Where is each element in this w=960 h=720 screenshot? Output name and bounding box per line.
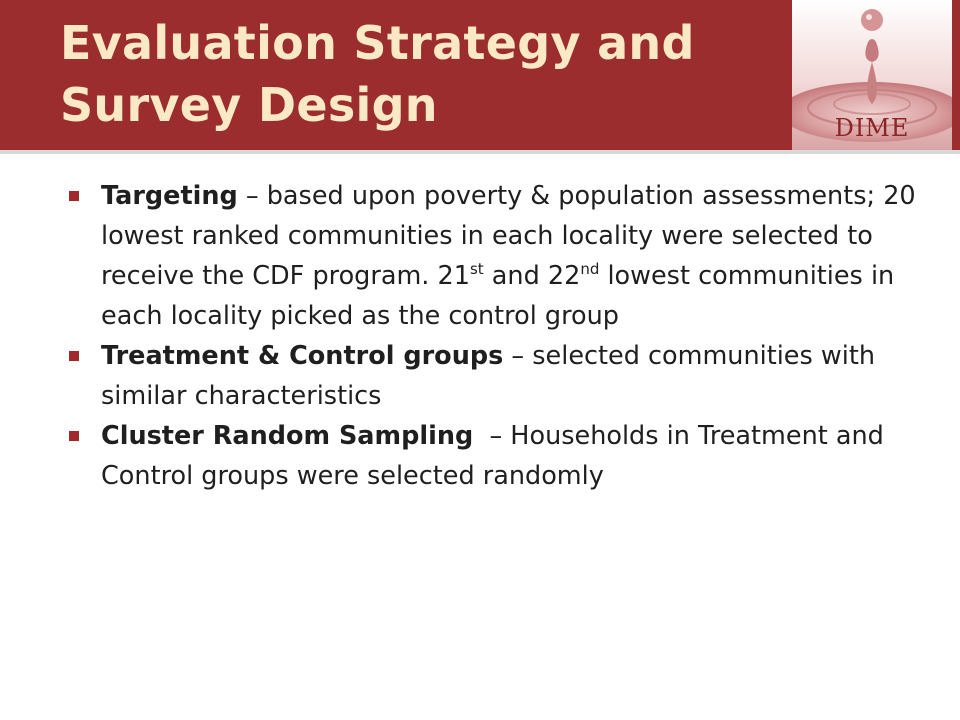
square-bullet-icon bbox=[69, 431, 79, 441]
bullet-list bbox=[66, 176, 926, 496]
dime-logo bbox=[792, 0, 952, 150]
bullet-lead: Treatment & Control groups bbox=[101, 341, 504, 371]
slide-title-line-2: Survey Design bbox=[60, 78, 438, 132]
square-bullet-icon bbox=[69, 351, 79, 361]
ordinal-suffix: nd bbox=[580, 260, 600, 278]
slide-title bbox=[60, 12, 780, 136]
bullet-text: – Households in Treatment and Control groups were selected randomly bbox=[101, 421, 892, 491]
bullet-item-targeting bbox=[66, 176, 926, 336]
bullet-text: – based upon poverty & population assessments; 20 lowest ranked communities in each locality were selected to receive the CDF program. 21 bbox=[101, 181, 916, 291]
title-divider bbox=[0, 150, 960, 154]
bullet-text: lowest communities in each locality picked as the control group bbox=[101, 261, 895, 331]
bullet-lead: Cluster Random Sampling bbox=[101, 421, 474, 451]
logo-text: DIME bbox=[834, 114, 910, 142]
bullet-item-cluster-sampling bbox=[66, 416, 926, 496]
square-bullet-icon bbox=[69, 191, 79, 201]
bullet-item-treatment-control bbox=[66, 336, 926, 416]
bullet-text: – selected communities with similar characteristics bbox=[101, 341, 875, 411]
bullet-lead: Targeting bbox=[101, 181, 238, 211]
slide-title-line-1: Evaluation Strategy and bbox=[60, 16, 695, 70]
ordinal-suffix: st bbox=[469, 260, 484, 278]
bullet-text: and 22 bbox=[483, 261, 581, 291]
